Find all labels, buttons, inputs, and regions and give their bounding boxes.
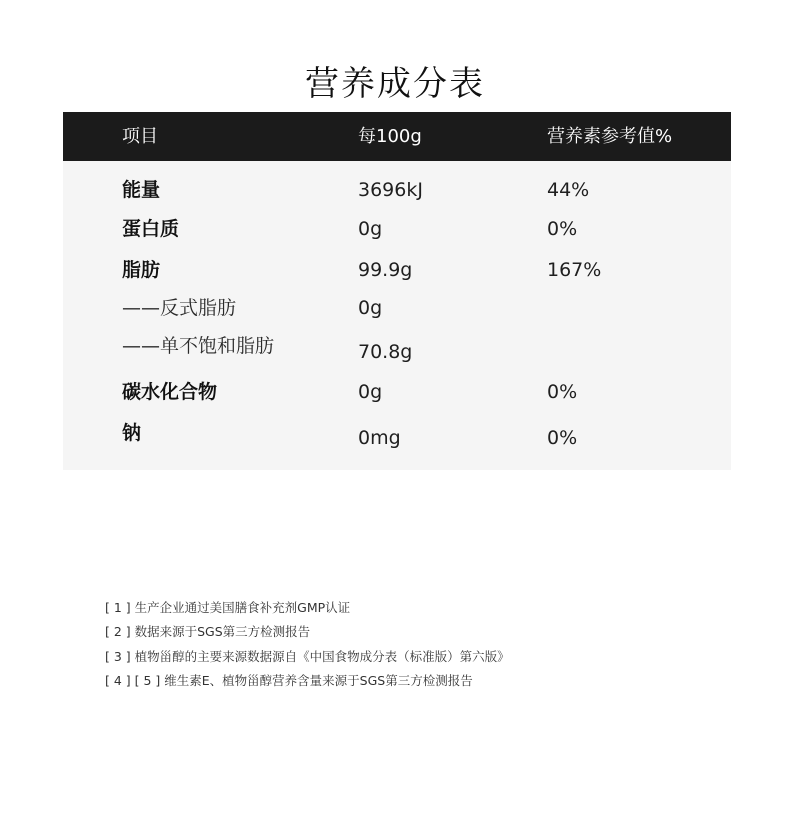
row-value: 0g (358, 297, 383, 319)
table-header (63, 112, 731, 161)
row-nrv: 44% (547, 179, 590, 201)
row-nrv: 0% (547, 427, 578, 449)
row-label: ——反式脂肪 (122, 297, 237, 319)
row-label: 脂肪 (122, 259, 161, 281)
row-label: 蛋白质 (122, 218, 180, 240)
header-item: 项目 (122, 126, 158, 147)
row-nrv: 167% (547, 259, 602, 281)
row-value: 0g (358, 381, 383, 403)
row-value: 0g (358, 218, 383, 240)
footnote: [ 1 ] 生产企业通过美国膳食补充剂GMP认证 (105, 600, 351, 615)
row-label: 能量 (122, 179, 161, 201)
row-label: ——单不饱和脂肪 (122, 335, 275, 357)
page-title: 营养成分表 (305, 64, 485, 104)
row-nrv: 0% (547, 218, 578, 240)
row-value: 99.9g (358, 259, 413, 281)
nutrition-table (63, 112, 731, 470)
footnote: [ 4 ] [ 5 ] 维生素E、植物甾醇营养含量来源于SGS第三方检测报告 (105, 673, 473, 688)
header-per-100g: 每100g (358, 126, 422, 147)
footnote: [ 2 ] 数据来源于SGS第三方检测报告 (105, 624, 311, 639)
row-value: 0mg (358, 427, 401, 449)
row-label: 钠 (122, 422, 142, 444)
row-value: 3696kJ (358, 179, 423, 201)
header-nrv: 营养素参考值% (547, 126, 673, 147)
footnote: [ 3 ] 植物甾醇的主要来源数据源自《中国食物成分表（标准版）第六版》 (105, 649, 510, 664)
row-value: 70.8g (358, 341, 413, 363)
row-nrv: 0% (547, 381, 578, 403)
row-label: 碳水化合物 (122, 381, 218, 403)
